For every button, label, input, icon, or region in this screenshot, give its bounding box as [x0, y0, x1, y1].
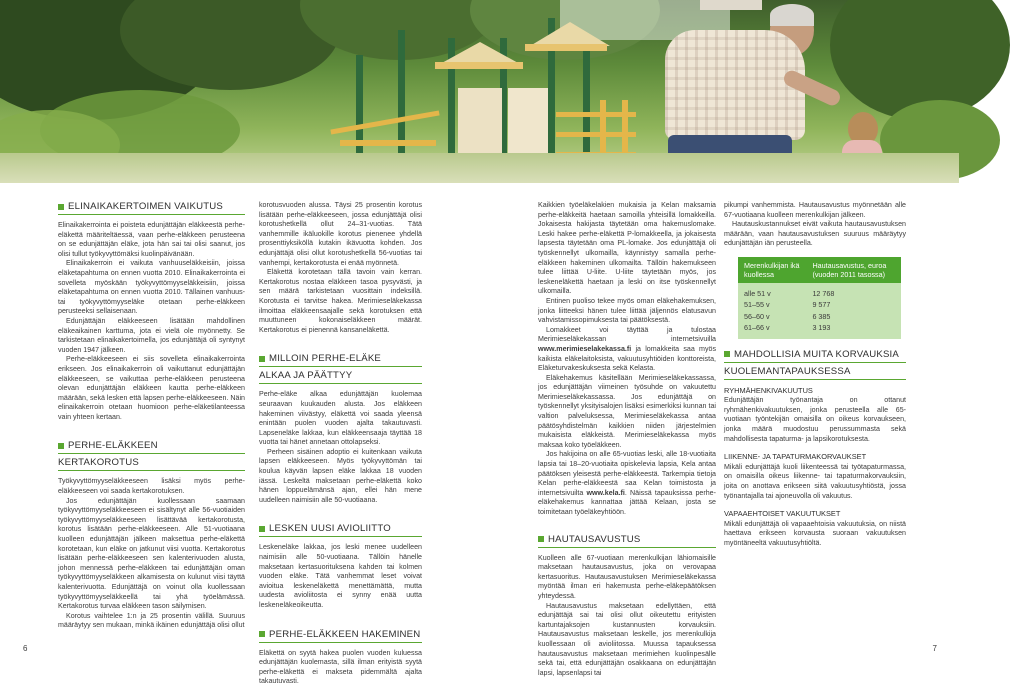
- table-row: [738, 299, 901, 310]
- heading-text: LESKEN UUSI AVIOLIITTO: [269, 523, 391, 535]
- heading-rule: [58, 470, 245, 471]
- section-heading: [259, 523, 422, 537]
- column-3: [538, 201, 716, 678]
- paragraph: Entinen puoliso tekee myös oman eläkehakemuksen, jonka liitteeksi hänen tulee liittää jäljennös elatusavun vahvistamissopimuksesta tai päätöksestä.: [538, 296, 716, 325]
- paragraph: Hautauskustannukset eivät vaikuta hautausavustuksen määrään, vaan hautausavustuksen suuruus määräytyy edunjättäjän iän perusteella.: [724, 220, 906, 248]
- section-heading: [58, 201, 245, 215]
- page-number-right: 7: [932, 644, 937, 653]
- section-heading: [724, 349, 906, 380]
- green-square-icon: [538, 536, 544, 542]
- paragraph: Perheen sisäinen adoptio ei kuitenkaan vaikuta lapsen eläkkeeseen. Myös työkyvyttömän tai koulua käyvän lapsen eläke lakkaa 18 vuoden iässä. Leskeltä maksetaan perhe-eläkettä koko hänen loppuelämänsä ajan, ellei hän mene uudelleen naimisiin alle 50-vuotiaana.: [259, 447, 422, 504]
- green-square-icon: [259, 356, 265, 362]
- paragraph: [538, 326, 716, 374]
- paragraph: [538, 450, 716, 517]
- paragraph: Elinaikakerroin ei vaikuta vanhuuseläkkeisiin, joissa eläketapahtuma on ennen vuotta 2010. Elinaikakerrointa ei sovelleta myöskään työkyvyttömyyseläkkeisiin, joissa eläketapahtuma on ennen vuotta 2010. Tällainen vanhuus- tai työkyvyttömyyseläke otetaan perhe-eläkkeen perusteeksi sellaisenaan.: [58, 259, 245, 316]
- paragraph-text: ja lomakkeita saa myös kaikista eläkelaitoksista, vakuutusyhtiöiden konttoreista, Eläketurvakeskuksesta sekä Kelasta.: [538, 344, 716, 373]
- column-2: [259, 201, 422, 687]
- section-heading: [58, 440, 245, 471]
- paragraph: Perhe-eläke alkaa edunjättäjän kuolemaa seuraavan kuukauden alusta. Jos eläkkeen hakeminen viivästyy, eläkettä voi saada yleensä enintään puolen vuoden ajalta takautuvasti. Lapseneläke lakkaa, kun eläkkeensaaja täyttää 18 vuotta tai hänet annetaan ottolapseksi.: [259, 390, 422, 447]
- green-square-icon: [724, 351, 730, 357]
- paragraph: Työkyvyttömyyseläkkeeseen lisäksi myös perhe-eläkkeeseen voi saada kertakorotuksen.: [58, 477, 245, 496]
- heading-rule: [58, 453, 245, 454]
- paragraph: Mikäli edunjättäjä oli vapaaehtoisia vakuutuksia, on niistä haettava erikseen korvausta suoraan vakuutuksen myöntäneeltä vakuutusyhtiöltä.: [724, 519, 906, 547]
- heading-text: MILLOIN PERHE-ELÄKE: [269, 353, 382, 365]
- heading-text: KUOLEMANTAPAUKSESSA: [724, 365, 851, 377]
- amount-cell: 3 193: [812, 323, 831, 333]
- heading-text: KERTAKOROTUS: [58, 457, 139, 469]
- table-row: [738, 283, 901, 299]
- paragraph-text: . Näissä tapauksissa perhe-eläkehakemus kannattaa jättää Kelaan, josta se toimitetaan työeläkeyhtiöön.: [538, 488, 716, 516]
- section-heading: [259, 629, 422, 643]
- age-cell: 56–60 v: [744, 311, 770, 321]
- heading-text: ELINAIKAKERTOIMEN VAIKUTUS: [68, 201, 224, 212]
- funeral-allowance-table: [738, 257, 901, 339]
- section-heading: [259, 353, 422, 384]
- page-number-left: 6: [23, 644, 28, 653]
- amount-cell: 9 577: [812, 300, 831, 310]
- paragraph: Edunjättäjän työnantaja on ottanut ryhmähenkivakuutuksen, jonka perusteella alle 65-vuotiaan työntekijän omaisilla on oikeus korvaukseen, jonka määrä muodostuu perussummasta sekä mahdollisesta tapaturma- ja lapsikorotuksesta.: [724, 396, 906, 443]
- paragraph: pikumpi vanhemmista. Hautausavustus myönnetään alle 67-vuotiaana kuolleen merenkulkijan jälkeen.: [724, 201, 906, 219]
- heading-rule: [538, 547, 716, 548]
- merimieselakekassa-link[interactable]: www.merimieselakekassa.fi: [538, 344, 632, 353]
- heading-text: MAHDOLLISIA MUITA KORVAUKSIA: [734, 348, 900, 360]
- heading-rule: [58, 214, 245, 215]
- heading-text: PERHE-ELÄKKEEN: [68, 440, 158, 452]
- green-square-icon: [58, 443, 64, 449]
- paragraph: Elinaikakerrointa ei poisteta edunjättäjän eläkkeestä perhe-eläkettä määriteltäessä, vaan perhe-eläkkeen perusteena on se edunjättäjän eläke, jota hän sai tai olisi saanut, jos olisi tullut työkyvyttömäksi kuolinpäivänään.: [58, 221, 245, 258]
- section-heading: [538, 534, 716, 548]
- paragraph-text: Jos hakijoina on alle 65-vuotias leski, alle 18-vuotiaita lapsia tai 18–20-vuotiaita opiskelevia lapsia, Kela antaa päätöksen yleisestä perhe-eläkkeestä. Tarkempia tietoja Kelan perhe-eläkkeestä saa Kelan toimistosta ja internetsivuilta: [538, 450, 716, 497]
- heading-rule: [259, 536, 422, 537]
- table-header: Hautausavustus, euroa (vuoden 2011 tasossa): [806, 257, 901, 283]
- heading-rule: [259, 642, 422, 643]
- age-cell: 61–66 v: [744, 323, 770, 333]
- paragraph: Eläkehakemus käsitellään Merimieseläkekassassa, jos edunjättäjän viimeinen työsuhde on vakuutettu Merimieseläkekassassa. Jos edunjättäjä on työskennellyt yksityisalojen lisäksi esimerkiksi kunnan tai valtion palveluksessa, Merimieseläkekassa antaa päätösyhdistelmän kaikkien niiden järjestelmien mukaisista eläkkeistä. Merimieseläkekassa myös maksaa koko työeläkkeen.: [538, 373, 716, 449]
- green-square-icon: [58, 204, 64, 210]
- amount-cell: 12 768: [812, 288, 835, 298]
- table-row: [738, 322, 901, 338]
- paragraph: Leskeneläke lakkaa, jos leski menee uudelleen naimisiin alle 50-vuotiaana. Tällöin hänelle maksetaan kertasuorituksena kahden tai kolmen vuoden eläke. Tätä vanhemmat leset voivat avioitua leskeneläkettä menettämättä, mutta uudesta avioliitosta ei synny enää uutta leskeneläkeoikeutta.: [259, 543, 422, 609]
- heading-rule: [259, 366, 422, 367]
- heading-rule: [259, 383, 422, 384]
- subheading: VAPAAEHTOISET VAKUUTUKSET: [724, 509, 841, 519]
- column-1: [58, 201, 245, 631]
- heading-text: PERHE-ELÄKKEEN HAKEMINEN: [269, 628, 421, 640]
- heading-text: HAUTAUSAVUSTUS: [548, 533, 641, 545]
- hero-photo: [0, 0, 959, 183]
- paragraph: Edunjättäjän eläkkeeseen lisätään mahdollinen eläkeaikainen karttuma, jota ei vielä ole myönnetty. Se tarkistetaan elinaikakertoimella, jos edunjättäjä oli syntynyt vuoden 1947 jälkeen.: [58, 316, 245, 354]
- kela-link[interactable]: www.kela.fi: [586, 488, 625, 497]
- paragraph: korotusvuoden alussa. Täysi 25 prosentin korotus lisätään perhe-eläkkeeseen, jossa edunjättäjä olisi korotushetkellä ollut 24–31-vuotias. Tätä vanhemmille ikäluokille korotus pienenee yhdellä prosenttiyksiköllä kutakin ikävuotta kohden. Jos edunjättäjä olisi ollut korotushetkellä 56-vuotias tai vanhempi, kertakorotusta ei enää myönnetä.: [259, 201, 422, 267]
- subheading: RYHMÄHENKIVAKUUTUS: [724, 385, 813, 395]
- paragraph: Kaikkien työeläkelakien mukaisia ja Kelan maksamia perhe-eläkkeitä haetaan samoilla yhteisillä lomakkeilla. Jokaisesta hakijasta täytetään oma hakemuslomake. Leski hakee perhe-eläkettä P-lomakkeella, ja jokaisesta lapsesta täytetään oma PL-lomake. Jos edunjättäjä oli työskennellyt ulkomailla, käynnistyy samalla perhe-eläkkeen hakeminen ulkomailta. Tällöin hakemukseen tulee liittää U-liite. U-liite täytetään myös, jos leskeneläkettä haetaan ja leski on itse työskennellyt ulkomailla.: [538, 201, 716, 296]
- paragraph-text: Lomakkeet voi täyttää ja tulostaa Merimieseläkekassan internetsivuilla: [538, 325, 716, 344]
- paragraph: Perhe-eläkkeeseen ei siis sovelleta elinaikakerrointa erikseen. Jos elinaikakerroin oli vaikuttanut edunjättäjän eläkkeeseen, se vaikuttaa perhe-eläkkeen perusteena olevan edunjättäjän eläkkeen kautta perhe-eläkkeen määrään, sekä lesken että lapsen perhe-eläkkeeseen. Näin elinaikakerroin otetaan huomioon perhe-eläketilanteessa vain yhteen kertaan.: [58, 355, 245, 421]
- paragraph: Mikäli edunjättäjä kuoli liikenteessä tai työtapaturmassa, on omaisilla oikeus liikenne- tai tapaturmakorvauksiin, joita on anottava erikseen siitä vakuutusyhtiöstä, jossa työnantajalla tai ajoneuvolla oli vakuutus.: [724, 462, 906, 500]
- paragraph: Kuolleen alle 67-vuotiaan merenkulkijan lähiomaisille maksetaan hautausavustus, joka on verovapaa kertasuoritus. Hautausavustuksen Merimieseläkekassa myöntää ilman eri hakemusta perhe-eläkepäätöksen yhteydessä.: [538, 553, 716, 600]
- subheading: LIIKENNE- JA TAPATURMAKORVAUKSET: [724, 452, 867, 462]
- heading-rule: [724, 362, 906, 363]
- paragraph: Hautausavustus maksetaan edellyttäen, että edunjättäjä sai tai olisi ollut oikeutettu erityisten kartuntajaksojen kustannusten korvauksiin. Hautausavustus maksetaan leskelle, jos merenkulkija kuollessaan oli avioliitossa. Muussa tapauksessa hautausavustus maksetaan merimiehen kuolinpesälle sekä tai, että edunjättäjän osakkaana on edunjättäjän lapsi, lapsenlapsi tai: [538, 601, 716, 677]
- paragraph: Eläkettä on syytä hakea puolen vuoden kuluessa edunjättäjän kuolemasta, sillä ilman erityistä syytä perhe-eläkettä ei makseta pidemmältä ajalta takautuvasti.: [259, 648, 422, 686]
- heading-rule: [724, 379, 906, 380]
- green-square-icon: [259, 526, 265, 532]
- age-cell: 51–55 v: [744, 300, 770, 310]
- heading-text: ALKAA JA PÄÄTTYY: [259, 370, 353, 382]
- paragraph: Eläkettä korotetaan tällä tavoin vain kerran. Kertakorotus nostaa eläkkeen tasoa pysyvästi, ja sen määrä tarkistetaan vuosittain indeksillä. Korotusta ei tarvitse hakea. Merimieseläkekassa ilmoittaa eläkkeensaajalle sekä korotuksen että muuttuneen kokonaiseläkkeen määrät. Kertakorotus ei pienennä kansaneläkettä.: [259, 268, 422, 334]
- paragraph: Jos edunjättäjän kuollessaan saamaan työkyvyttömyyseläkkeeseen ei sisältynyt alle 56-vuotiaiden työkyvyttömyyseläkkeeseen lisättävää kertakorotusta, korotus lisätään perhe-eläkkeeseen. Alle 51-vuotiaana kuolleen edunjättäjän jälkeen maksettua perhe-eläkettä korotetaan, kun eläke on jatkunut viisi vuotta. Kertakorotus lisätään perhe-eläkkeeseen sen kalenterivuoden alusta, johon mennessä perhe-eläkkeen tai edunjättäjän oman työkyvyttömyyseläkkeen alkamisesta on kulunut viisi täyttä kalenterivuotta. Edunjättäjä on voinut olla kuollessaan työkyvyttömyyseläkkeellä tai yhä työelämässä. Kertakorotus turvaa eläkkeen tason säilymisen.: [58, 496, 245, 611]
- paragraph: Korotus vaihtelee 1:n ja 25 prosentin välillä. Suuruus määräytyy sen mukaan, minkä ikäinen edunjättäjä olisi ollut: [58, 611, 245, 630]
- amount-cell: 6 385: [812, 311, 831, 321]
- table-header: Merenkulkijan ikä kuollessa: [738, 257, 806, 283]
- column-4: [724, 201, 906, 549]
- green-square-icon: [259, 631, 265, 637]
- table-row: [738, 311, 901, 322]
- age-cell: alle 51 v: [744, 288, 771, 298]
